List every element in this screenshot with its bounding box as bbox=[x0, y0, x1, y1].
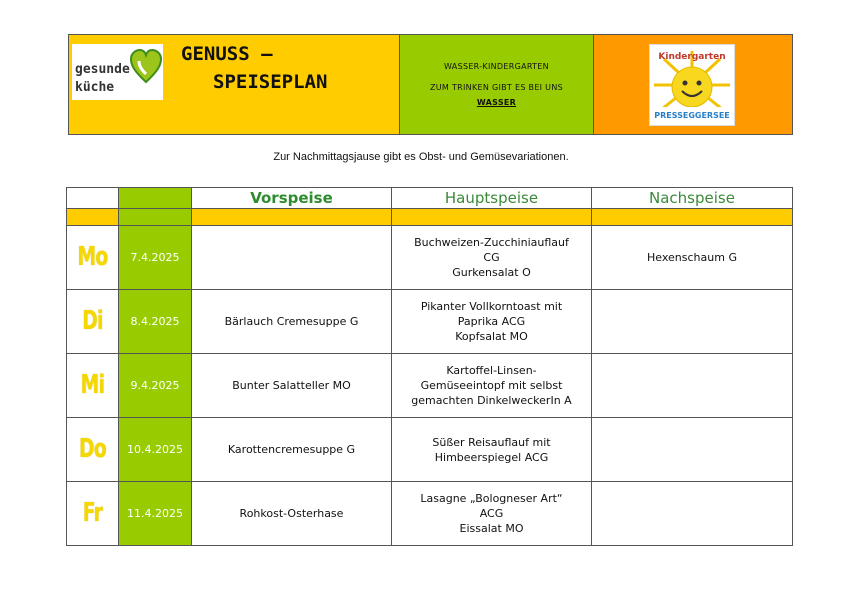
title-section bbox=[69, 35, 400, 134]
header-row bbox=[67, 188, 793, 209]
water-line1: WASSER-KINDERGARTEN bbox=[444, 62, 549, 71]
header-day-cell bbox=[67, 188, 119, 209]
table-row bbox=[67, 290, 793, 354]
vorspeise-cell: Karottencremesuppe G bbox=[192, 418, 392, 482]
page-title-line2: SPEISEPLAN bbox=[213, 71, 328, 93]
water-line3: WASSER bbox=[476, 98, 517, 107]
kindergarten-logo-section bbox=[594, 35, 792, 134]
nachspeise-cell bbox=[592, 354, 793, 418]
day-cell: Do bbox=[67, 418, 119, 482]
hauptspeise-cell: Lasagne „Bologneser Art“ ACG Eissalat MO bbox=[392, 482, 592, 546]
header-band bbox=[68, 34, 793, 135]
heart-icon bbox=[129, 49, 163, 85]
date-cell: 11.4.2025 bbox=[119, 482, 192, 546]
vorspeise-cell: Rohkost-Osterhase bbox=[192, 482, 392, 546]
table-row bbox=[67, 482, 793, 546]
nachspeise-cell bbox=[592, 290, 793, 354]
vorspeise-cell: Bunter Salatteller MO bbox=[192, 354, 392, 418]
water-info-section bbox=[400, 35, 594, 134]
hauptspeise-cell: Kartoffel-Linsen- Gemüseeintopf mit selbst gemachten DinkelweckerIn A bbox=[392, 354, 592, 418]
day-cell: Di bbox=[67, 290, 119, 354]
nachspeise-cell bbox=[592, 418, 793, 482]
day-cell: Fr bbox=[67, 482, 119, 546]
gesunde-kueche-logo bbox=[72, 44, 163, 100]
logo-bottom-text: PRESSEGGERSEE bbox=[654, 111, 730, 120]
kindergarten-logo bbox=[649, 44, 735, 126]
nachspeise-cell bbox=[592, 482, 793, 546]
hauptspeise-cell: Pikanter Vollkorntoast mit Paprika ACG Kopfsalat MO bbox=[392, 290, 592, 354]
hauptspeise-cell: Buchweizen-Zucchiniauflauf CG Gurkensalat O bbox=[392, 226, 592, 290]
snack-note: Zur Nachmittagsjause gibt es Obst- und Gemüsevariationen. bbox=[273, 151, 569, 163]
table-row bbox=[67, 354, 793, 418]
logo-text-line1: gesunde bbox=[75, 62, 130, 77]
header-date-cell bbox=[119, 188, 192, 209]
water-line2: ZUM TRINKEN GIBT ES BEI UNS bbox=[429, 83, 563, 92]
date-cell: 9.4.2025 bbox=[119, 354, 192, 418]
logo-text-line2: küche bbox=[75, 80, 115, 95]
column-header-hauptspeise: Hauptspeise bbox=[392, 188, 592, 209]
date-cell: 10.4.2025 bbox=[119, 418, 192, 482]
day-cell: Mo bbox=[67, 226, 119, 290]
vorspeise-cell bbox=[192, 226, 392, 290]
column-header-vorspeise: Vorspeise bbox=[192, 188, 392, 209]
column-header-nachspeise: Nachspeise bbox=[592, 188, 793, 209]
menu-table bbox=[66, 187, 793, 546]
page-title-line1: GENUSS – bbox=[181, 43, 273, 65]
sun-icon bbox=[650, 45, 734, 125]
logo-arc-text: Kindergarten bbox=[658, 52, 726, 62]
day-cell: Mi bbox=[67, 354, 119, 418]
table-row bbox=[67, 226, 793, 290]
date-cell: 7.4.2025 bbox=[119, 226, 192, 290]
nachspeise-cell: Hexenschaum G bbox=[592, 226, 793, 290]
spacer-row bbox=[67, 209, 793, 226]
date-cell: 8.4.2025 bbox=[119, 290, 192, 354]
vorspeise-cell: Bärlauch Cremesuppe G bbox=[192, 290, 392, 354]
table-row bbox=[67, 418, 793, 482]
hauptspeise-cell: Süßer Reisauflauf mit Himbeerspiegel ACG bbox=[392, 418, 592, 482]
